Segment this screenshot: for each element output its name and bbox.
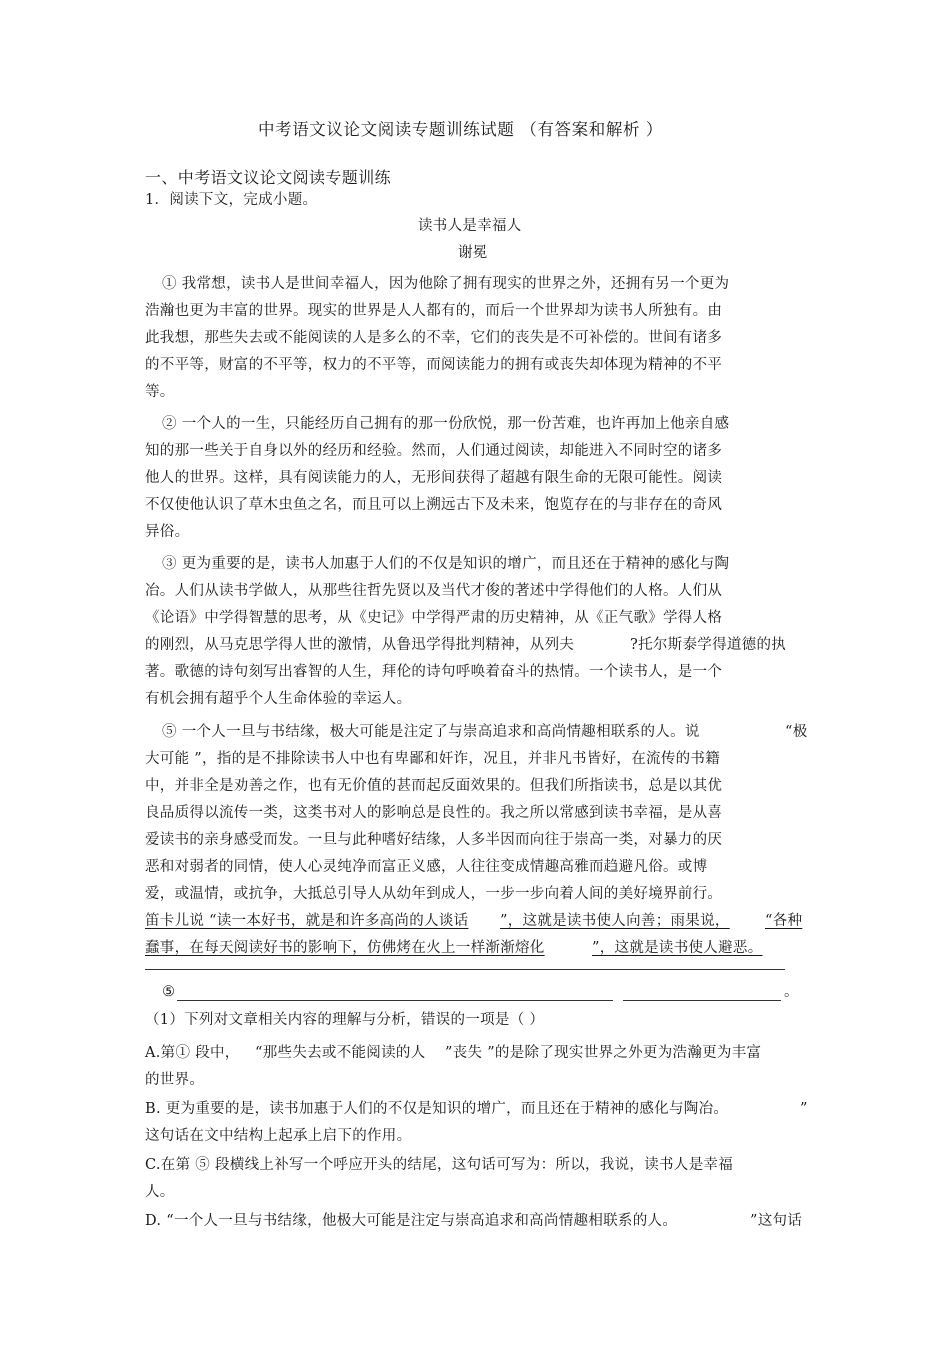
paragraph-line: 的不平等，财富的不平等，权力的不平等，而阅读能力的拥有或丧失却体现为精神的不平 bbox=[145, 357, 723, 373]
option-a: “那些失去或不能阅读的人 bbox=[255, 1045, 426, 1061]
paragraph-line: ② 一个人的一生，只能经历自己拥有的那一份欣悦，那一份苦难，也许再加上他亲自感 bbox=[162, 416, 730, 432]
paragraph-line: “极 bbox=[785, 724, 808, 740]
paragraph-line: 不仅使他认识了草木虫鱼之名，而且可以上溯远古下及未来，饱览存在的与非存在的奇风 bbox=[145, 497, 723, 513]
question-1: （1）下列对文章相关内容的理解与分析，错误的一项是（ ） bbox=[145, 1012, 545, 1028]
underlined-quote: “各种 bbox=[765, 913, 803, 929]
paragraph-line: 良品质得以流传一类，这类书对人的影响总是良性的。我之所以常感到读书幸福，是从喜 bbox=[145, 805, 723, 821]
paragraph-line: 的刚烈，从马克思学得人世的激情，从鲁迅学得批判精神，从列夫 bbox=[145, 637, 575, 653]
option-a: 的世界。 bbox=[145, 1072, 205, 1088]
paragraph-line: 异俗。 bbox=[145, 524, 190, 540]
underlined-quote: ”，这就是读书使人避恶。 bbox=[592, 940, 763, 956]
paragraph-line: 《论语》中学得智慧的思考，从《史记》中学得严肃的历史精神，从《正气歌》学得人格 bbox=[145, 610, 723, 626]
paragraph-line: 知的那一些关于自身以外的经历和经验。然而，人们通过阅读，却能进入不同时空的诸多 bbox=[145, 443, 723, 459]
paragraph-line: 等。 bbox=[145, 384, 175, 400]
paragraph-line: 著。歌德的诗句刻写出睿智的人生，拜伦的诗句呼唤着奋斗的热情。一个读书人，是一个 bbox=[145, 664, 723, 680]
paragraph-line: 爱读书的亲身感受而发。一旦与此种嗜好结缘，人多半因而向往于崇高一类，对暴力的厌 bbox=[145, 832, 723, 848]
paragraph-line: 中，并非全是劝善之作，也有无价值的甚而起反面效果的。但我们所指读书，总是以其优 bbox=[145, 778, 723, 794]
answer-blank[interactable] bbox=[177, 1000, 613, 1001]
paragraph-line: 恶和对弱者的同情，使人心灵纯净而富正义感，人往往变成情趣高雅而趋避凡俗。或博 bbox=[145, 859, 708, 875]
article-author: 谢冕 bbox=[458, 245, 488, 261]
underline-rule bbox=[145, 969, 785, 970]
underlined-quote: ”，这就是读书使人向善；雨果说， bbox=[500, 913, 730, 929]
answer-blank[interactable] bbox=[623, 1000, 781, 1001]
paragraph-line: ?托尔斯泰学得道德的执 bbox=[630, 637, 787, 653]
paragraph-line: ⑤ 一个人一旦与书结缘，极大可能是注定了与崇高追求和高尚情趣相联系的人。说 bbox=[162, 724, 700, 740]
blank-marker: ⑤ bbox=[162, 984, 176, 1000]
option-c: C.在第 ⑤ 段横线上补写一个呼应开头的结尾，这句话可写为：所以，我说，读书人是幸福 bbox=[145, 1157, 734, 1173]
option-d: D. “一个人一旦与书结缘，他极大可能是注定与崇高追求和高尚情趣相联系的人。 bbox=[145, 1213, 678, 1229]
paragraph-line: 大可能 ”，指的是不排除读书人中也有卑鄙和奸诈，况且，并非凡书皆好，在流传的书籍 bbox=[145, 751, 721, 767]
paragraph-line: 此我想，那些失去或不能阅读的人是多么的不幸，它们的丧失是不可补偿的。世间有诸多 bbox=[145, 330, 723, 346]
underlined-quote: 笛卡儿说 “读一本好书，就是和许多高尚的人谈话 bbox=[145, 913, 469, 929]
option-b: B. 更为重要的是，读书加惠于人们的不仅是知识的增广，而且还在于精神的感化与陶冶。 bbox=[145, 1101, 729, 1117]
paragraph-line: 有机会拥有超乎个人生命体验的幸运人。 bbox=[145, 691, 412, 707]
blank-end: 。 bbox=[784, 984, 799, 1000]
paragraph-line: ① 我常想，读书人是世间幸福人，因为他除了拥有现实的世界之外，还拥有另一个更为 bbox=[162, 276, 730, 292]
question-intro: 1．阅读下文，完成小题。 bbox=[145, 192, 318, 208]
option-a: ”丧失 ”的是除了现实世界之外更为浩瀚更为丰富 bbox=[445, 1045, 762, 1061]
paragraph-line: 他人的世界。这样，具有阅读能力的人，无形间获得了超越有限生命的无限可能性。阅读 bbox=[145, 470, 723, 486]
paragraph-line: 浩瀚也更为丰富的世界。现实的世界是人人都有的，而后一个世界却为读书人所独有。由 bbox=[145, 303, 723, 319]
option-b: ” bbox=[800, 1101, 808, 1117]
section-heading: 一、中考语文议论文阅读专题训练 bbox=[145, 168, 392, 187]
option-b: 这句话在文中结构上起承上启下的作用。 bbox=[145, 1128, 412, 1144]
page-title: 中考语文议论文阅读专题训练试题 （有答案和解析 ） bbox=[258, 120, 663, 139]
underlined-quote: 蠢事，在每天阅读好书的影响下，仿佛烤在火上一样渐渐熔化 bbox=[145, 940, 545, 956]
article-title: 读书人是幸福人 bbox=[418, 218, 522, 234]
paragraph-line: 爱，或温情，或抗争，大抵总引导人从幼年到成人，一步一步向着人间的美好境界前行。 bbox=[145, 886, 723, 902]
option-a: A.第① 段中， bbox=[145, 1045, 240, 1061]
paragraph-line: 冶。人们从读书学做人，从那些往哲先贤以及当代才俊的著述中学得他们的人格。人们从 bbox=[145, 583, 723, 599]
paragraph-line: ③ 更为重要的是，读书人加惠于人们的不仅是知识的增广，而且还在于精神的感化与陶 bbox=[162, 556, 730, 572]
option-c: 人。 bbox=[145, 1184, 175, 1200]
option-d: ”这句话 bbox=[750, 1213, 803, 1229]
